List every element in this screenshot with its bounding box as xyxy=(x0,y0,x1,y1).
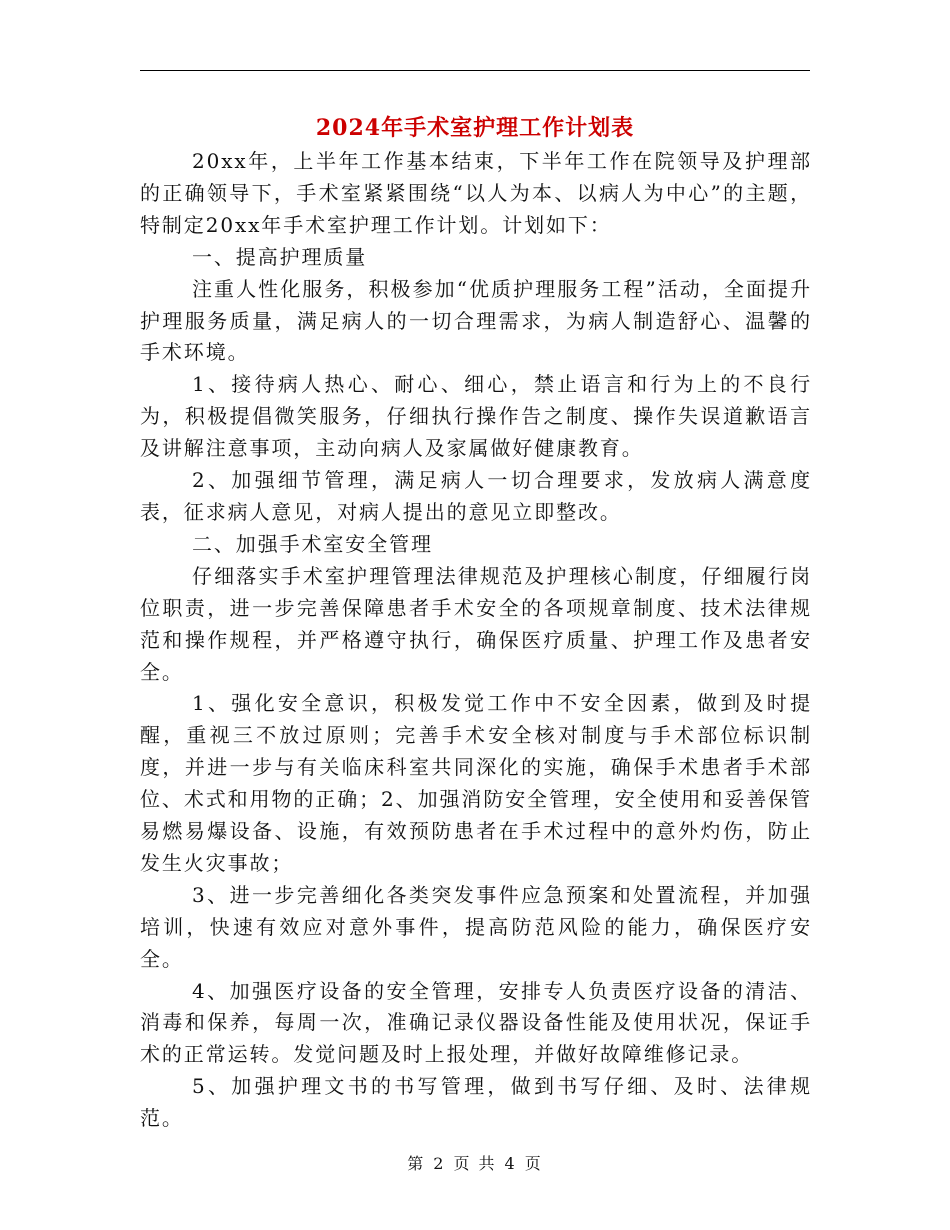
footer-middle: 页 共 xyxy=(453,1154,497,1173)
footer-page-number: 2 xyxy=(433,1154,446,1173)
footer-total-pages: 4 xyxy=(504,1154,517,1173)
paragraph-safety-intro: 仔细落实手术室护理管理法律规范及护理核心制度，仔细履行岗位职责，进一步完善保障患者手术安全的各项规章制度、技术法律规范和操作规程，并严格遵守执行，确保医疗质量、护理工作及患者安全。 xyxy=(140,563,812,684)
paragraph-item-5-documentation: 5、加强护理文书的书写管理，做到书写仔细、及时、法律规范。 xyxy=(140,1074,812,1131)
footer-suffix: 页 xyxy=(524,1154,543,1173)
footer-prefix: 第 xyxy=(407,1154,426,1173)
paragraph-item-3-emergency-plans: 3、进一步完善细化各类突发事件应急预案和处置流程，并加强培训，快速有效应对意外事件，提高防范风险的能力，确保医疗安全。 xyxy=(140,882,812,971)
paragraph-humanized-service: 注重人性化服务，积极参加“优质护理服务工程”活动，全面提升护理服务质量，满足病人的一切合理需求，为病人制造舒心、温馨的手术环境。 xyxy=(140,276,812,365)
paragraph-item-4-equipment: 4、加强医疗设备的安全管理，安排专人负责医疗设备的清洁、消毒和保养，每周一次，准确记录仪器设备性能及使用状况，保证手术的正常运转。发觉问题及时上报处理，并做好故障维修记录。 xyxy=(140,978,812,1067)
document-title: 2024年手术室护理工作计划表 xyxy=(315,115,635,141)
header-rule xyxy=(140,70,810,71)
section-heading-safety: 二、加强手术室安全管理 xyxy=(192,531,433,556)
paragraph-item-2-detail-management: 2、加强细节管理，满足病人一切合理要求，发放病人满意度表，征求病人意见，对病人提出的意见立即整改。 xyxy=(140,468,812,524)
paragraph-intro: 20xx年，上半年工作基本结束，下半年工作在院领导及护理部的正确领导下，手术室紧紧围绕“以人为本、以病人为中心”的主题，特制定20xx年手术室护理工作计划。计划如下： xyxy=(140,149,812,237)
paragraph-item-1-reception: 1、接待病人热心、耐心、细心，禁止语言和行为上的不良行为，积极提倡微笑服务，仔细执行操作告之制度、操作失误道歉语言及讲解注意事项，主动向病人及家属做好健康教育。 xyxy=(140,372,812,461)
section-heading-quality: 一、提高护理质量 xyxy=(192,244,368,269)
page-footer xyxy=(0,1152,950,1176)
paragraph-item-1-safety-awareness: 1、强化安全意识，积极发觉工作中不安全因素，做到及时提醒，重视三不放过原则；完善手术安全核对制度与手术部位标识制度，并进一步与有关临床科室共同深化的实施，确保手术患者手术部位、术式和用物的正确；2、加强消防安全管理，安全使用和妥善保管易燃易爆设备、设施，有效预防患者在手术过程中的意外灼伤，防止发生火灾事故； xyxy=(140,691,812,875)
document-body xyxy=(140,146,812,1135)
